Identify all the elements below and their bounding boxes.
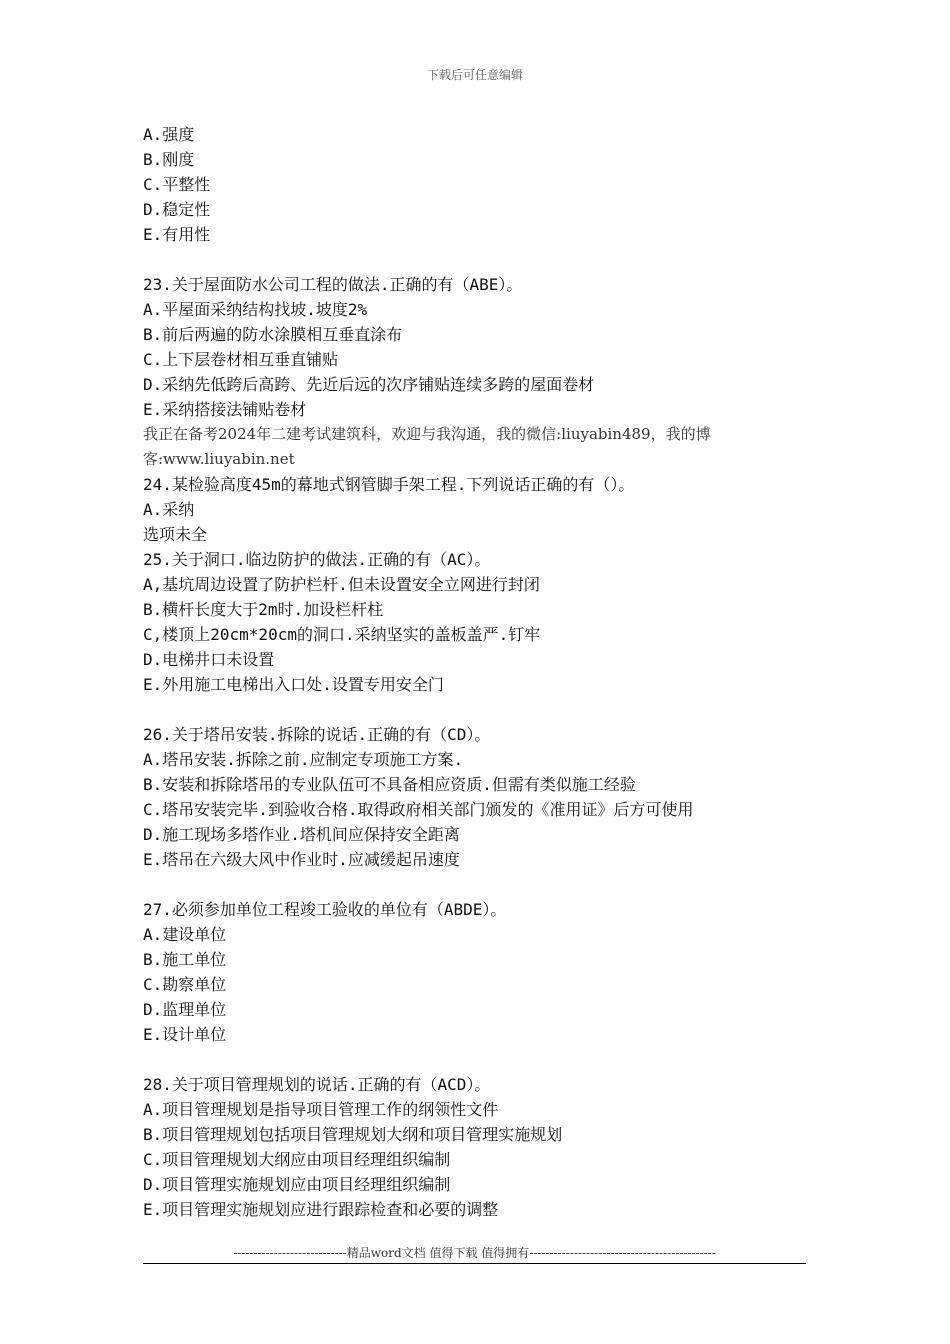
option-a: A.项目管理规划是指导项目管理工作的纲领性文件 (143, 1100, 499, 1119)
option-a: A.建设单位 (143, 925, 227, 944)
option-c: C.上下层卷材相互垂直铺贴 (143, 350, 339, 369)
option-e: E.项目管理实施规划应进行跟踪检查和必要的调整 (143, 1200, 499, 1219)
question-24 (143, 472, 823, 547)
page-footer: ----------------------------精品word文档 值得下载 值得拥有---------------------------------------------- (233, 1246, 716, 1260)
spacer (143, 872, 823, 897)
option-d: D.项目管理实施规划应由项目经理组织编制 (143, 1175, 451, 1194)
option-b: B.前后两遍的防水涂膜相互垂直涂布 (143, 325, 403, 344)
question-23 (143, 272, 823, 422)
option-d: D.监理单位 (143, 1000, 227, 1019)
option-a: A.塔吊安装.拆除之前.应制定专项施工方案. (143, 750, 464, 769)
footer-divider (143, 1263, 806, 1264)
option-a: A.平屋面采纳结构找坡.坡度2% (143, 300, 368, 319)
question-25 (143, 547, 823, 697)
option-e: E.有用性 (143, 225, 211, 244)
option-c: C.塔吊安装完毕.到验收合格.取得政府相关部门颁发的《准用证》后方可使用 (143, 800, 694, 819)
spacer (143, 697, 823, 722)
question-text: 23.关于屋面防水公司工程的做法.正确的有（ABE）。 (143, 275, 523, 294)
option-b: B.安装和拆除塔吊的专业队伍可不具备相应资质.但需有类似施工经验 (143, 775, 636, 794)
option-c: C.勘察单位 (143, 975, 227, 994)
option-e: E.外用施工电梯出入口处.设置专用安全门 (143, 675, 444, 694)
document-body (143, 122, 823, 1222)
option-d: D.稳定性 (143, 200, 211, 219)
answer-options-block (143, 122, 823, 247)
question-text: 27.必须参加单位工程竣工验收的单位有（ABDE）。 (143, 900, 507, 919)
question-27 (143, 897, 823, 1047)
question-text: 28.关于项目管理规划的说话.正确的有（ACD）。 (143, 1075, 491, 1094)
option-b: B.施工单位 (143, 950, 227, 969)
option-c: C.平整性 (143, 175, 211, 194)
option-d: D.电梯井口未设置 (143, 650, 275, 669)
option-e: E.塔吊在六级大风中作业时.应减缓起吊速度 (143, 850, 460, 869)
option-a: A.强度 (143, 125, 195, 144)
question-text: 24.某检验高度45m的幕地式钢管脚手架工程.下列说话正确的有（）。 (143, 475, 635, 494)
question-26 (143, 722, 823, 872)
incomplete-remark: 选项未全 (143, 525, 208, 544)
option-b: B.项目管理规划包括项目管理规划大纲和项目管理实施规划 (143, 1125, 563, 1144)
option-e: E.设计单位 (143, 1025, 227, 1044)
spacer (143, 247, 823, 272)
option-b: B.横杆长度大于2m时.加设栏杆柱 (143, 600, 384, 619)
note-line-1: 我正在备考2024年二建考试建筑科，欢迎与我沟通，我的微信:liuyabin489，我的博 (143, 425, 711, 443)
page-header: 下载后可任意编辑 (426, 68, 523, 82)
option-c: C,楼顶上20cm*20cm的洞口.采纳坚实的盖板盖严.钉牢 (143, 625, 541, 644)
option-e: E.采纳搭接法铺贴卷材 (143, 400, 307, 419)
option-d: D.采纳先低跨后高跨、先近后远的次序铺贴连续多跨的屋面卷材 (143, 375, 595, 394)
option-b: B.刚度 (143, 150, 195, 169)
question-28 (143, 1072, 823, 1222)
note-line-2: 客:www.liuyabin.net (143, 450, 295, 468)
question-text: 25.关于洞口.临边防护的做法.正确的有（AC）。 (143, 550, 491, 569)
spacer (143, 1047, 823, 1072)
option-a: A,基坑周边设置了防护栏杆.但未设置安全立网进行封闭 (143, 575, 540, 594)
author-note (143, 422, 823, 472)
option-a: A.采纳 (143, 500, 195, 519)
option-c: C.项目管理规划大纲应由项目经理组织编制 (143, 1150, 451, 1169)
option-d: D.施工现场多塔作业.塔机间应保持安全距离 (143, 825, 460, 844)
question-text: 26.关于塔吊安装.拆除的说话.正确的有（CD）。 (143, 725, 491, 744)
